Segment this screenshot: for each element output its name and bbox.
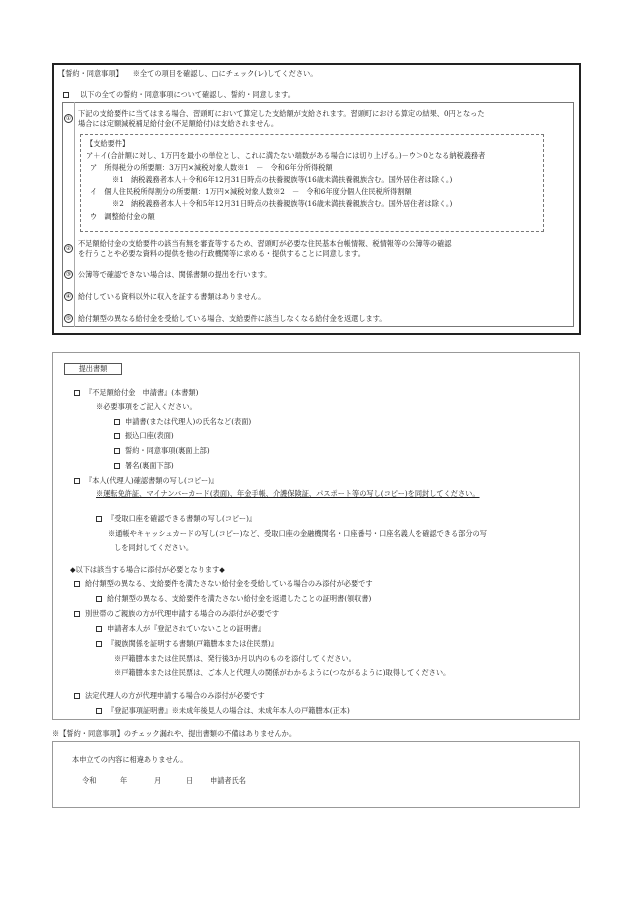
item5-number: ⑤ <box>65 315 72 322</box>
cond-3-sub[interactable]: 『登記事項証明書』※未成年後見人の場合は、未成年本人の戸籍謄本(正本) <box>96 706 350 715</box>
doc-id[interactable]: 『本人(代理人)確認書類の写し(コピー)』 <box>74 476 218 485</box>
date-month-label: 月 <box>154 776 162 785</box>
agree-all-row <box>63 90 295 99</box>
cond-1-sub[interactable]: 給付類型の異なる、支給要件を満たさない給付金を返還したことの証明書(領収書) <box>96 594 371 603</box>
requirement-b: イ 個人住民税所得割分の所要額：1万円×減税対象人数※2 － 令和6年度分個人住民税所得割額 <box>90 187 412 196</box>
requirement-note2: ※2 納税義務者本人＋令和5年12月31日時点の扶養親族等(16歳未満扶養親族含む。国外居住者は除く。) <box>112 199 453 208</box>
declaration-box <box>52 741 580 808</box>
cond-2-note-2: ※戸籍謄本または住民票は、ご本人と代理人の関係がわかるように(つながるように)取得してください。 <box>114 668 451 677</box>
date-year-label: 年 <box>120 776 128 785</box>
conditional-heading: ◆以下は該当する場合に添付が必要となります◆ <box>70 565 225 574</box>
item4-number: ④ <box>65 293 72 300</box>
app-item-1[interactable]: 申請書(または代理人)の氏名など(表面) <box>114 417 251 426</box>
app-item-3-checkbox[interactable] <box>114 448 120 454</box>
date-day-label: 日 <box>186 776 194 785</box>
cond-3-checkbox[interactable] <box>74 693 80 699</box>
app-item-2-checkbox[interactable] <box>114 433 120 439</box>
app-form-checkbox[interactable] <box>74 390 80 396</box>
bank-doc-checkbox[interactable] <box>96 516 102 522</box>
item5-text: 給付類型の異なる給付金を受給している場合、支給要件に該当しなくなる給付金を返還します。 <box>78 314 387 323</box>
cond-2-note-1: ※戸籍謄本または住民票は、発行後3か月以内のものを添付してください。 <box>114 654 356 663</box>
cond-2[interactable]: 別世帯のご親族の方が代理申請する場合のみ添付が必要です <box>74 609 279 618</box>
cond-1-checkbox[interactable] <box>74 581 80 587</box>
item3-number: ③ <box>65 271 72 278</box>
cond-2-sub-2[interactable]: 『親族関係を証明する書類(戸籍謄本または住民票)』 <box>96 639 278 648</box>
requirement-note1: ※1 納税義務者本人＋令和6年12月31日時点の扶養親族等(16歳未満扶養親族含む。国外居住者は除く。) <box>112 175 453 184</box>
cond-1[interactable]: 給付類型の異なる、支給要件を満たさない給付金を受給している場合のみ添付が必要です <box>74 579 373 588</box>
doc-bank[interactable]: 『受取口座を確認できる書類の写し(コピー)』 <box>96 514 256 523</box>
cond-2-sub-1-checkbox[interactable] <box>96 626 102 632</box>
agree-all-label: 以下の全ての誓約・同意事項について確認し、誓約・同意します。 <box>80 90 295 99</box>
agreement-instruction: ※全ての項目を確認し、□にチェック(レ)してください。 <box>132 69 318 78</box>
item1-number: ① <box>65 115 72 122</box>
agree-all-checkbox[interactable] <box>63 92 69 98</box>
requirements-formula: ア＋イ(合計額に対し、1万円を最小の単位とし、これに満たない端数がある場合には切り上げる。)－ウ＞0となる納税義務者 <box>86 151 486 160</box>
doc-app-form[interactable]: 『不足額給付金 申請書』(本書類) <box>74 388 198 397</box>
app-item-4-checkbox[interactable] <box>114 463 120 469</box>
signer-name-label: 申請者氏名 <box>210 776 246 785</box>
doc-bank-note-1: ※通帳やキャッシュカードの写し(コピー)など、受取口座の金融機関名・口座番号・口座名義人を確認できる部分の写 <box>108 529 487 538</box>
cond-3[interactable]: 法定代理人の方が代理申請する場合のみ添付が必要です <box>74 691 265 700</box>
item3-text: 公簿等で確認できない場合は、関係書類の提出を行います。 <box>78 270 272 279</box>
id-doc-checkbox[interactable] <box>74 478 80 484</box>
app-item-1-checkbox[interactable] <box>114 419 120 425</box>
footer-check-line: ※【誓約・同意事項】のチェック漏れや、提出書類の不備はありませんか。 <box>52 729 297 738</box>
item2-number: ② <box>65 245 72 252</box>
cond-2-checkbox[interactable] <box>74 611 80 617</box>
app-item-2[interactable]: 振込口座(表面) <box>114 431 174 440</box>
app-item-3[interactable]: 誓約・同意事項(裏面上部) <box>114 446 210 455</box>
requirements-title: 【支給要件】 <box>86 139 130 148</box>
documents-title: 提出書類 <box>64 363 122 375</box>
cond-1-sub-checkbox[interactable] <box>96 596 102 602</box>
declaration-text: 本申立ての内容に相違ありません。 <box>72 755 188 764</box>
agreement-title: 【誓約・同意事項】 ※全ての項目を確認し、□にチェック(レ)してください。 <box>58 69 318 78</box>
doc-bank-note-2: しを同封してください。 <box>114 543 194 552</box>
requirement-c: ウ 調整給付金の額 <box>90 212 155 221</box>
cond-2-sub-2-checkbox[interactable] <box>96 641 102 647</box>
doc-app-note: ※必要事項をご記入ください。 <box>96 402 197 411</box>
item4-text: 給付している資料以外に収入を証する書類はありません。 <box>78 292 266 301</box>
item2-text-line2: を行うことや必要な資料の提供を他の行政機関等に求める・提供することに同意します。 <box>78 249 365 258</box>
item1-text-line2: 場合には定額減税補足給付金(不足額給付)は支給されません。 <box>78 119 279 128</box>
cond-3-sub-checkbox[interactable] <box>96 708 102 714</box>
doc-id-note: ※運転免許証、マイナンバーカード(表面)、年金手帳、介護保険証、パスポート等の写し(コピー)を同封してください。 <box>96 489 480 498</box>
item2-text-line1: 不足額給付金の支給要件の該当有無を審査等するため、習頭町が必要な住民基本台帳情報、税情報等の公簿等の確認 <box>78 239 452 248</box>
item1-text-line1: 下記の支給要件に当てはまる場合、習頭町において算定した支給額が支給されます。習頭町における算定の結果、0円となった <box>78 109 485 118</box>
app-item-4[interactable]: 署名(裏面下部) <box>114 461 174 470</box>
requirement-a: ア 所得税分の所要額：3万円×減税対象人数※1 － 令和6年分所得税額 <box>90 163 333 172</box>
items-divider <box>74 102 75 327</box>
cond-2-sub-1[interactable]: 申請者本人が『登記されていないことの証明書』 <box>96 624 265 633</box>
date-era-label: 令和 <box>82 776 97 785</box>
